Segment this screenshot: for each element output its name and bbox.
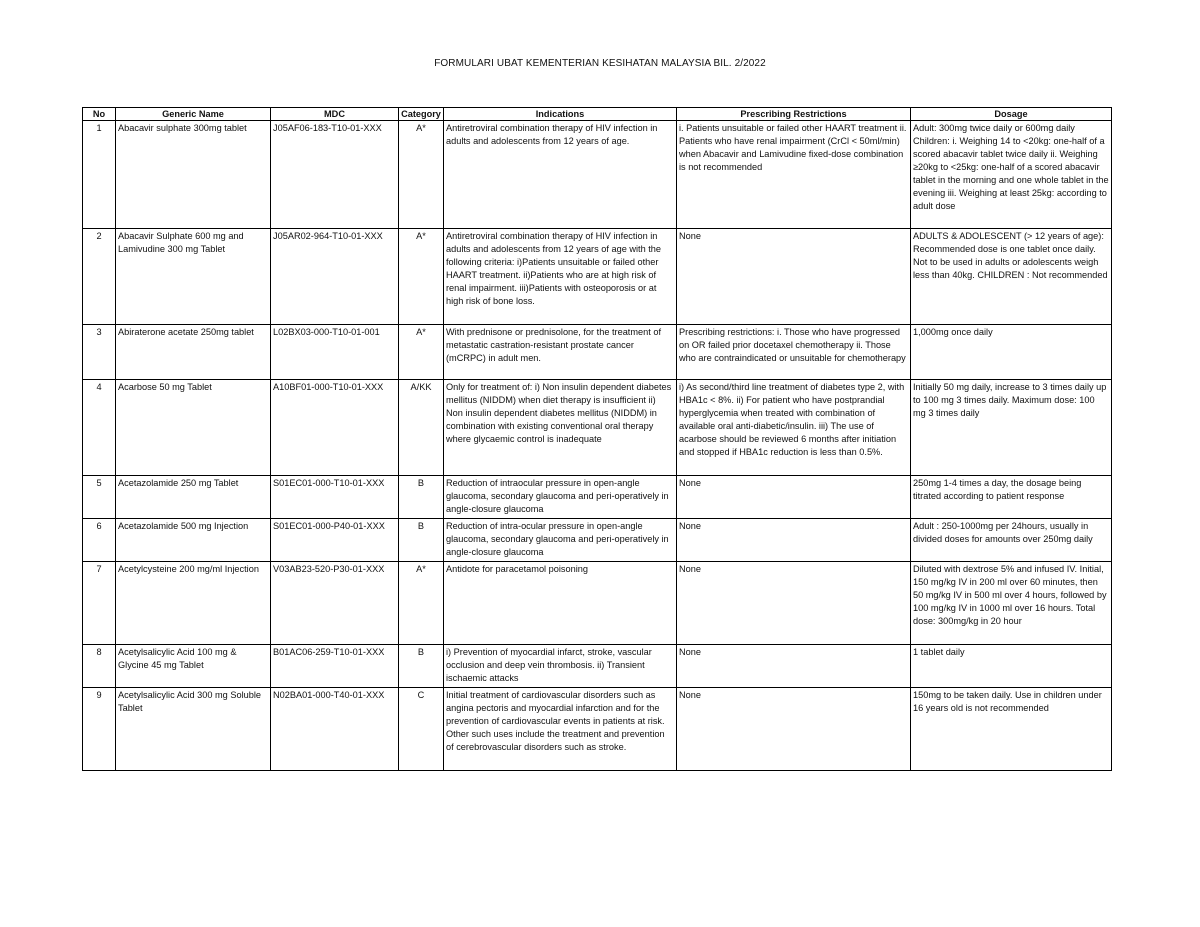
cell-generic-name: Acetylsalicylic Acid 300 mg Soluble Tablet [116, 688, 271, 771]
table-row [83, 562, 1112, 645]
cell-generic-name: Acetazolamide 250 mg Tablet [116, 476, 271, 519]
cell-category: A/KK [399, 380, 444, 476]
cell-no: 8 [83, 645, 116, 688]
cell-no: 4 [83, 380, 116, 476]
cell-generic-name: Acetylcysteine 200 mg/ml Injection [116, 562, 271, 645]
table-row [83, 325, 1112, 380]
cell-dosage: 1,000mg once daily [911, 325, 1112, 380]
table-row [83, 121, 1112, 229]
cell-dosage: 150mg to be taken daily. Use in children under 16 years old is not recommended [911, 688, 1112, 771]
cell-no: 5 [83, 476, 116, 519]
cell-restrictions: None [677, 562, 911, 645]
cell-restrictions: None [677, 688, 911, 771]
cell-indications: i) Prevention of myocardial infarct, stroke, vascular occlusion and deep vein thrombosis. ii) Transient ischaemic attacks [444, 645, 677, 688]
cell-no: 6 [83, 519, 116, 562]
cell-indications: Only for treatment of: i) Non insulin dependent diabetes mellitus (NIDDM) when diet therapy is insufficient ii) Non insulin dependent diabetes mellitus (NIDDM) in combination with existing conventional oral therapy where glycaemic control is inadequate [444, 380, 677, 476]
cell-mdc: L02BX03-000-T10-01-001 [271, 325, 399, 380]
table-row [83, 645, 1112, 688]
cell-mdc: B01AC06-259-T10-01-XXX [271, 645, 399, 688]
cell-restrictions: None [677, 476, 911, 519]
cell-indications: With prednisone or prednisolone, for the treatment of metastatic castration-resistant prostate cancer (mCRPC) in adult men. [444, 325, 677, 380]
header-no: No [83, 108, 116, 121]
cell-generic-name: Acetylsalicylic Acid 100 mg & Glycine 45 mg Tablet [116, 645, 271, 688]
cell-generic-name: Abiraterone acetate 250mg tablet [116, 325, 271, 380]
cell-generic-name: Acetazolamide 500 mg Injection [116, 519, 271, 562]
cell-mdc: J05AR02-964-T10-01-XXX [271, 229, 399, 325]
cell-mdc: N02BA01-000-T40-01-XXX [271, 688, 399, 771]
page-title: FORMULARI UBAT KEMENTERIAN KESIHATAN MALAYSIA BIL. 2/2022 [434, 58, 766, 69]
cell-dosage: Diluted with dextrose 5% and infused IV. Initial, 150 mg/kg IV in 200 ml over 60 minutes, then 50 mg/kg IV in 500 ml over 4 hours, followed by 100 mg/kg IV in 1000 ml over 16 hours. Total dose: 300mg/kg in 20 hour [911, 562, 1112, 645]
cell-no: 3 [83, 325, 116, 380]
cell-category: A* [399, 325, 444, 380]
header-mdc: MDC [271, 108, 399, 121]
cell-restrictions: None [677, 645, 911, 688]
header-prescribing-restrictions: Prescribing Restrictions [677, 108, 911, 121]
cell-restrictions: Prescribing restrictions: i. Those who have progressed on OR failed prior docetaxel chemotherapy ii. Those who are contraindicated or unsuitable for chemotherapy [677, 325, 911, 380]
cell-category: A* [399, 229, 444, 325]
cell-category: B [399, 645, 444, 688]
cell-indications: Reduction of intraocular pressure in open-angle glaucoma, secondary glaucoma and peri-operatively in angle-closure glaucoma [444, 476, 677, 519]
cell-category: A* [399, 121, 444, 229]
cell-mdc: V03AB23-520-P30-01-XXX [271, 562, 399, 645]
cell-category: B [399, 519, 444, 562]
cell-mdc: A10BF01-000-T10-01-XXX [271, 380, 399, 476]
cell-category: A* [399, 562, 444, 645]
cell-no: 7 [83, 562, 116, 645]
cell-no: 1 [83, 121, 116, 229]
header-category: Category [399, 108, 444, 121]
cell-no: 2 [83, 229, 116, 325]
cell-dosage: 1 tablet daily [911, 645, 1112, 688]
cell-restrictions: i. Patients unsuitable or failed other HAART treatment ii. Patients who have renal impairment (CrCl < 50ml/min) when Abacavir and Lamivudine fixed-dose combination is not recommended [677, 121, 911, 229]
cell-restrictions: i) As second/third line treatment of diabetes type 2, with HBA1c < 8%. ii) For patient who have postprandial hyperglycemia when treated with combination of available oral anti-diabetic/insulin. iii) The use of acarbose should be reviewed 6 months after initiation and stopped if HBA1c reduction is less than 0.5%. [677, 380, 911, 476]
cell-indications: Reduction of intra-ocular pressure in open-angle glaucoma, secondary glaucoma and peri-operatively in angle-closure glaucoma [444, 519, 677, 562]
cell-dosage: 250mg 1-4 times a day, the dosage being titrated according to patient response [911, 476, 1112, 519]
cell-dosage: Adult: 300mg twice daily or 600mg daily Children: i. Weighing 14 to <20kg: one-half of a scored abacavir tablet twice daily ii. Weighing ≥20kg to <25kg: one-half of a scored abacavir tablet in the morning and one whole tablet in the evening iii. Weighing at least 25kg: according to adult dose [911, 121, 1112, 229]
table-row [83, 229, 1112, 325]
cell-category: C [399, 688, 444, 771]
cell-restrictions: None [677, 519, 911, 562]
cell-indications: Antiretroviral combination therapy of HIV infection in adults and adolescents from 12 years of age. [444, 121, 677, 229]
cell-indications: Antidote for paracetamol poisoning [444, 562, 677, 645]
cell-generic-name: Abacavir sulphate 300mg tablet [116, 121, 271, 229]
table-row [83, 380, 1112, 476]
formulary-table [82, 107, 1112, 771]
cell-generic-name: Abacavir Sulphate 600 mg and Lamivudine 300 mg Tablet [116, 229, 271, 325]
cell-mdc: S01EC01-000-P40-01-XXX [271, 519, 399, 562]
header-generic-name: Generic Name [116, 108, 271, 121]
cell-dosage: ADULTS & ADOLESCENT (> 12 years of age): Recommended dose is one tablet once daily. Not to be used in adults or adolescents weigh less than 40kg. CHILDREN : Not recommended [911, 229, 1112, 325]
cell-indications: Antiretroviral combination therapy of HIV infection in adults and adolescents from 12 years of age with the following criteria: i)Patients unsuitable or failed other HAART treatment. ii)Patients who are at high risk of renal impairment. iii)Patients with osteoporosis or at high risk of bone loss. [444, 229, 677, 325]
header-dosage: Dosage [911, 108, 1112, 121]
cell-indications: Initial treatment of cardiovascular disorders such as angina pectoris and myocardial infarction and for the prevention of cardiovascular events in patients at risk. Other such uses include the treatment and prevention of cerebrovascular disorders such as stroke. [444, 688, 677, 771]
cell-dosage: Initially 50 mg daily, increase to 3 times daily up to 100 mg 3 times daily. Maximum dose: 100 mg 3 times daily [911, 380, 1112, 476]
table-row [83, 688, 1112, 771]
table-row [83, 476, 1112, 519]
header-row [83, 108, 1112, 121]
cell-restrictions: None [677, 229, 911, 325]
table-row [83, 519, 1112, 562]
cell-dosage: Adult : 250-1000mg per 24hours, usually in divided doses for amounts over 250mg daily [911, 519, 1112, 562]
cell-no: 9 [83, 688, 116, 771]
cell-mdc: S01EC01-000-T10-01-XXX [271, 476, 399, 519]
cell-category: B [399, 476, 444, 519]
cell-mdc: J05AF06-183-T10-01-XXX [271, 121, 399, 229]
cell-generic-name: Acarbose 50 mg Tablet [116, 380, 271, 476]
header-indications: Indications [444, 108, 677, 121]
